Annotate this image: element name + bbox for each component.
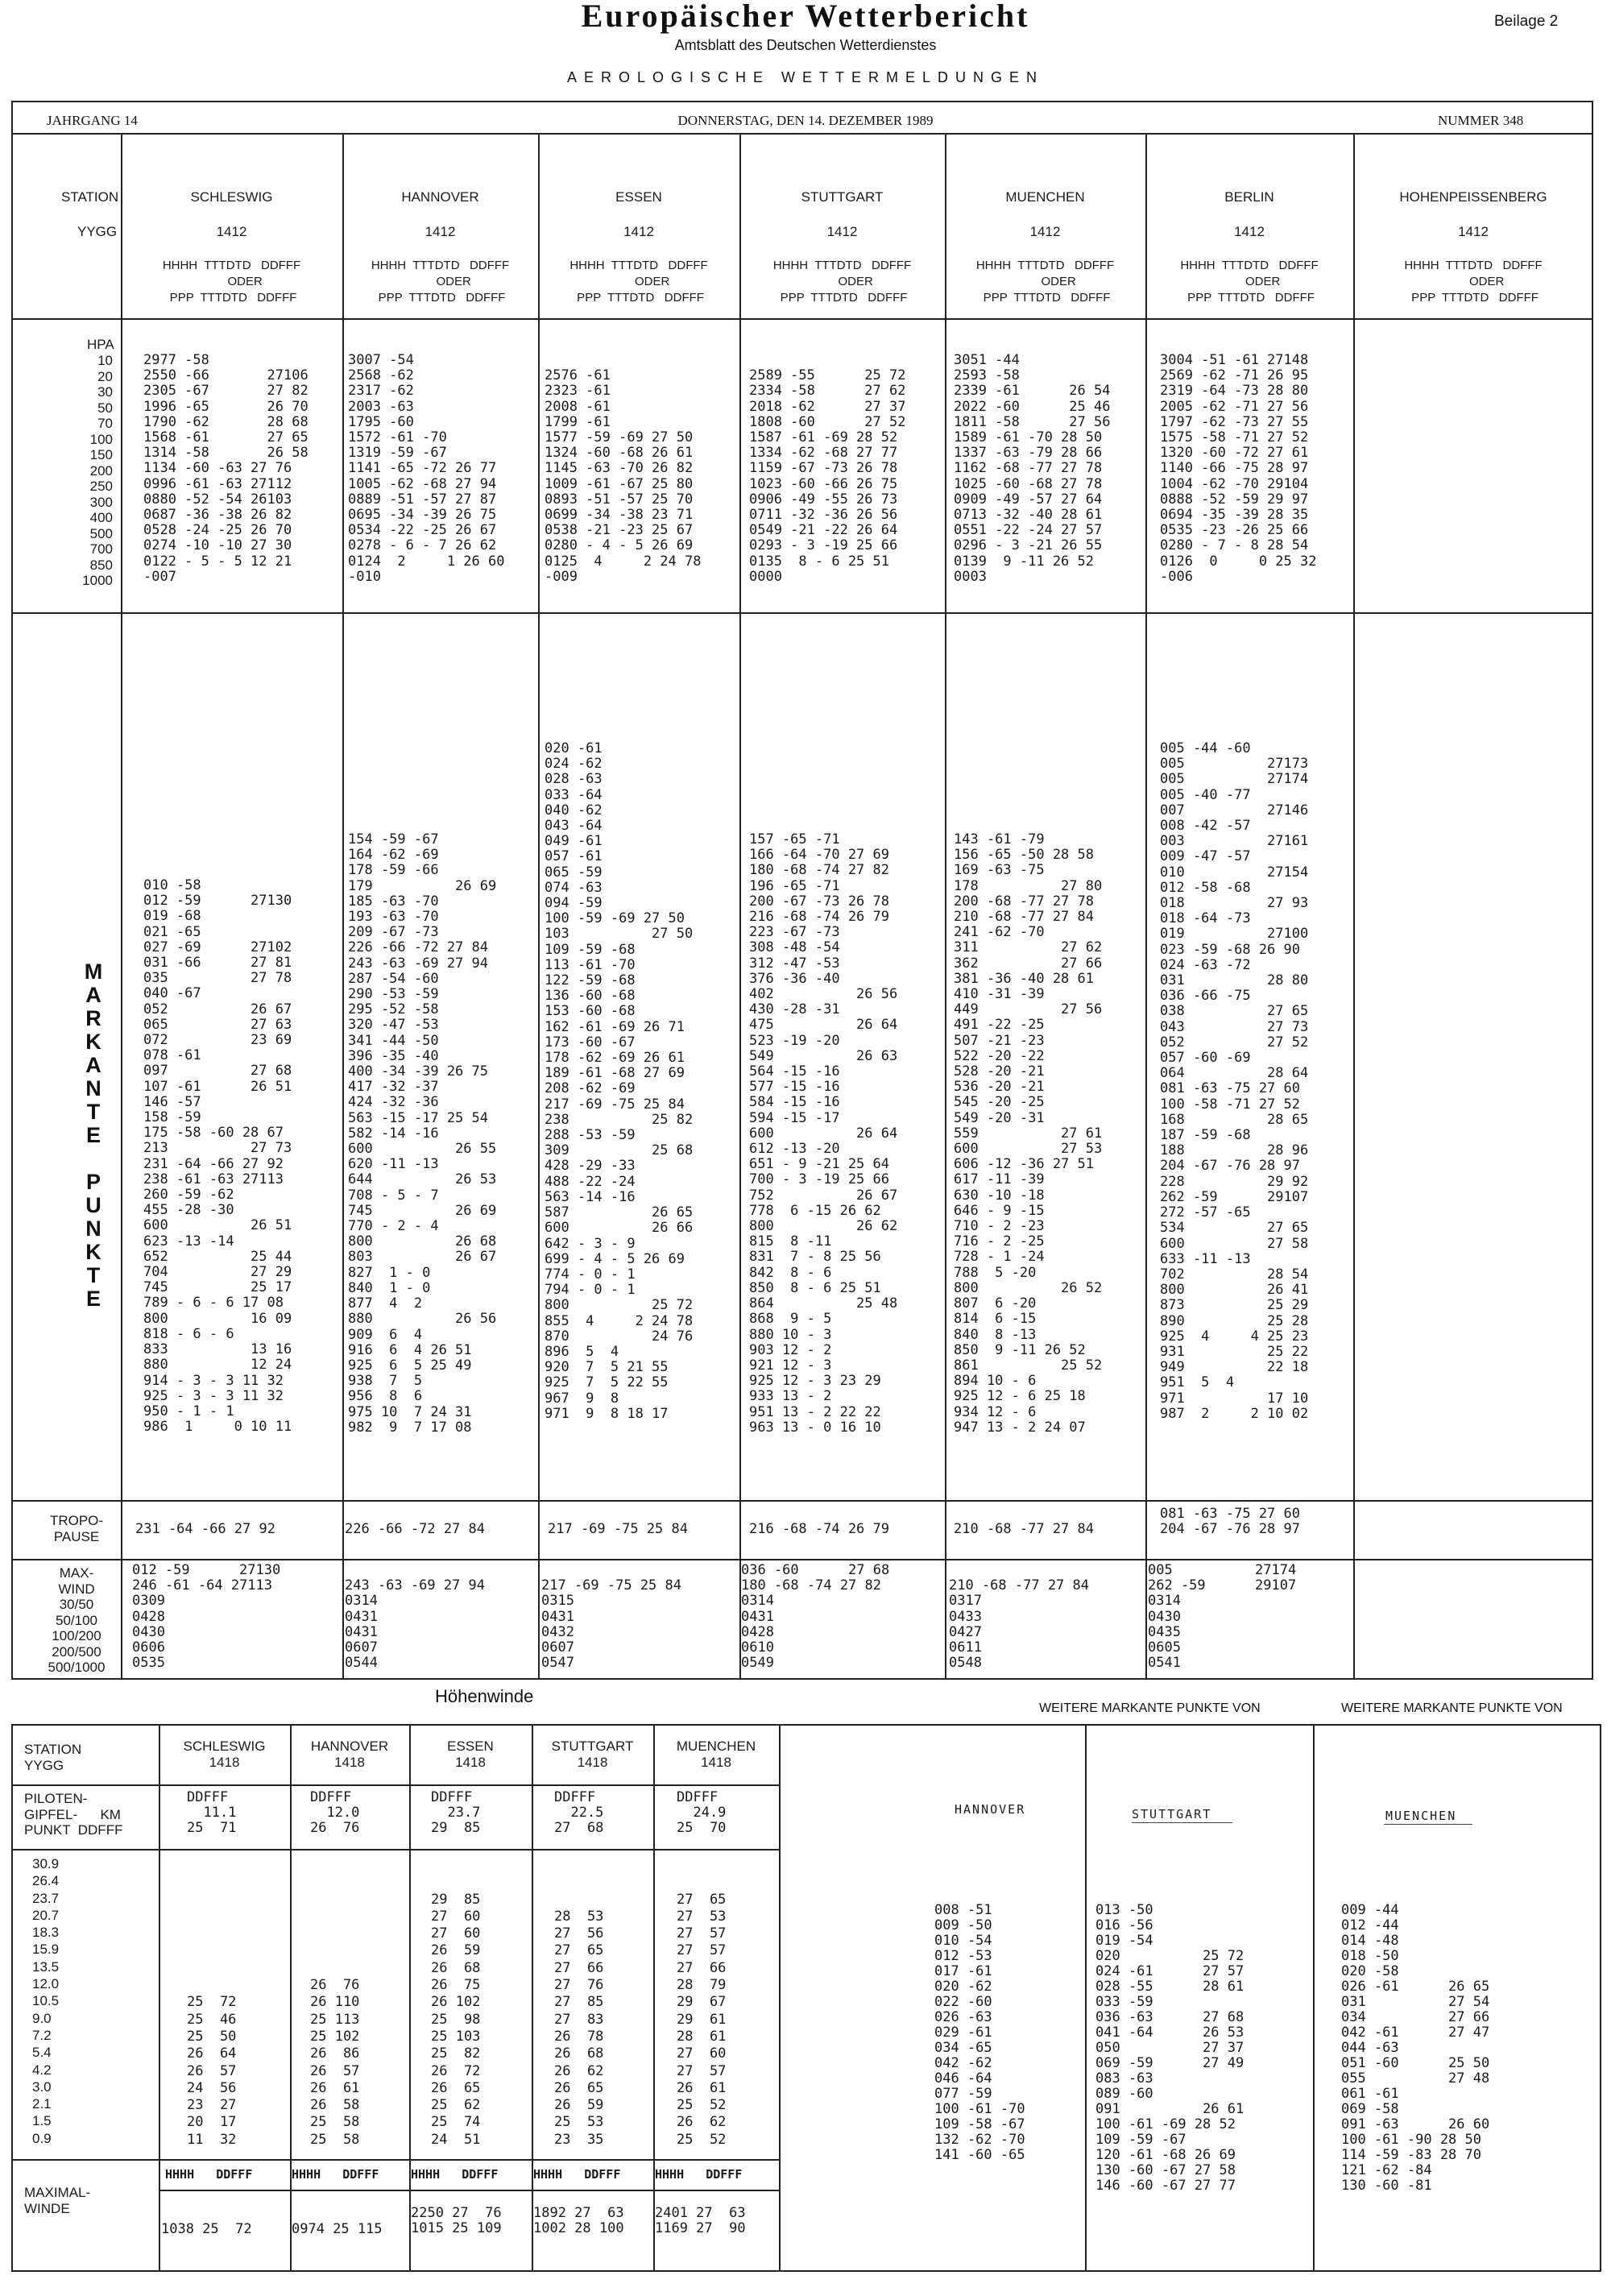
markante-berlin: 005 -44 -60 005 27173 005 27174 005 -40 -77 007 27146 008 -42 -57 003 27161 009 -47 -57 010 27154 012 -58 -68 018 27 93 018 -64 -73 019 27100 023 -59 -68 26 90 024 -63 -72 031 28 80 036 -66 -75 038 27 65 043 27 73 052 27 52 057 -60 -69 064 28 64 081 -63 -75 27 60 100 -58 -71 27 52 168 28 65 187 -59 -68 188 28 96 204 -67 -76 28 97 228 29 92 262 -59 29107 272 -57 -65 534 27 65 600 27 58 633 -11 -13 702 28 54 800 26 41 873 25 29 890 25 28 925 4 4 25 23 931 25 22 949 22 18 951 5 4 971 17 10 987 2 2 10 02: [1160, 740, 1309, 1422]
hhhh-header-stuttgart: HHHH DDFFF: [533, 2167, 621, 2182]
date-label: DONNERSTAG, DEN 14. DEZEMBER 1989: [677, 113, 934, 128]
hhhh-header-muenchen: HHHH DDFFF: [655, 2167, 743, 2182]
beilage-label: Beilage 2: [1494, 13, 1559, 30]
column-header-schleswig: HHHH TTTDTD DDFFF ODER PPP TTTDTD DDFFF: [162, 259, 301, 305]
maxwind-berlin: 005 27174 262 -59 29107 0314 0430 0435 0605 0541: [1148, 1562, 1297, 1672]
maxwind-label: MAX- WIND 30/50 50/100 100/200 200/500 500/1000: [48, 1565, 106, 1675]
maxwind-muenchen: 210 -68 -77 27 84 0317 0433 0427 0611 0548: [949, 1577, 1089, 1672]
column-header-stuttgart: HHHH TTTDTD DDFFF ODER PPP TTTDTD DDFFF: [772, 259, 912, 305]
station-name-berlin: BERLIN: [1224, 189, 1274, 205]
yygg-hohenpeissenberg: 1412: [1458, 224, 1489, 239]
maxwind-schleswig: 012 -59 27130 246 -61 -64 27113 0309 0428 0430 0606 0535: [132, 1562, 281, 1672]
hhhh-header-schleswig: HHHH DDFFF: [165, 2167, 253, 2182]
tropo-berlin: 081 -63 -75 27 60 204 -67 -76 28 97: [1160, 1506, 1300, 1538]
winds-hannover: 26 76 26 110 25 113 25 102 26 86 26 57 26 61 26 58 25 58 25 58: [310, 1977, 360, 2148]
column-header-essen: HHHH TTTDTD DDFFF ODER PPP TTTDTD DDFFF: [569, 259, 708, 305]
station-name-schleswig: SCHLESWIG: [190, 189, 273, 205]
maxwind-hoehen-schleswig: 1038 25 72: [161, 2221, 252, 2237]
hhhh-header-essen: HHHH DDFFF: [411, 2167, 499, 2182]
hoehen-station-hannover: HANNOVER: [310, 1739, 389, 1754]
page-subtitle: Amtsblatt des Deutschen Wetterdienstes: [674, 37, 937, 53]
weitere-markante-heading-1: WEITERE MARKANTE PUNKTE VON: [1039, 1701, 1261, 1715]
gipfel-hannover: DDFFF 12.0 26 76: [310, 1789, 360, 1836]
column-header-hannover: HHHH TTTDTD DDFFF ODER PPP TTTDTD DDFFF: [371, 259, 510, 305]
yygg-muenchen: 1412: [1029, 224, 1061, 239]
yygg-stuttgart: 1412: [826, 224, 858, 239]
markante-hannover: 154 -59 -67 164 -62 -69 178 -59 -66 179 26 69 185 -63 -70 193 -63 -70 209 -67 -73 226 -66 -72 27 84 243 -63 -69 27 94 287 -54 -60 290 -53 -59 295 -52 -58 320 -47 -53 341 -44 -50 396 -35 -40 400 -34 -39 26 75 417 -32 -37 424 -32 -36 563 -15 -17 25 54 582 -14 -16 600 26 55 620 -11 -13 644 26 53 708 - 5 - 7 745 26 69 770 - 2 - 4 800 26 68 803 26 67 827 1 - 0 840 1 - 0 877 4 2 880 26 56 909 6 4 916 6 4 26 51 925 6 5 25 49 938 7 5 956 8 6 975 10 7 24 31 982 9 7 17 08: [348, 831, 497, 1436]
yygg-essen: 1412: [623, 224, 654, 239]
weitere-values-stuttgart: 013 -50 016 -56 019 -54 020 25 72 024 -61 27 57 028 -55 28 61 033 -59 036 -63 27 68 041 -64 26 53 050 27 37 069 -59 27 49 083 -63 089 -60 091 26 61 100 -61 -69 28 52 109 -59 -67 120 -61 -68 26 69 130 -60 -67 27 58 146 -60 -67 27 77: [1095, 1902, 1244, 2194]
tropo-essen: 217 -69 -75 25 84: [548, 1521, 688, 1537]
markante-schleswig: 010 -58 012 -59 27130 019 -68 021 -65 027 -69 27102 031 -66 27 81 035 27 78 040 -67 052 26 67 065 27 63 072 23 69 078 -61 097 27 68 107 -61 26 51 146 -57 158 -59 175 -58 -60 28 67 213 27 73 231 -64 -66 27 92 238 -61 -63 27113 260 -59 -62 455 -28 -30 600 26 51 623 -13 -14 652 25 44 704 27 29 745 25 17 789 - 6 - 6 17 08 800 16 09 818 - 6 - 6 833 13 16 880 12 24 914 - 3 - 3 11 32 925 - 3 - 3 11 32 950 - 1 - 1 986 1 0 10 11: [143, 877, 292, 1436]
yygg-schleswig: 1412: [216, 224, 247, 239]
page-title: Europäischer Wetterbericht: [581, 0, 1030, 34]
yygg-hannover: 1412: [424, 224, 456, 239]
piloten-label: PILOTEN- GIPFEL- KM PUNKT DDFFF: [24, 1791, 123, 1838]
tropopause-label: TROPO- PAUSE: [49, 1513, 104, 1544]
column-header-muenchen: HHHH TTTDTD DDFFF ODER PPP TTTDTD DDFFF: [975, 259, 1115, 305]
markante-essen: 020 -61 024 -62 028 -63 033 -64 040 -62 043 -64 049 -61 057 -61 065 -59 074 -63 094 -59 100 -59 -69 27 50 103 27 50 109 -59 -68 113 -61 -70 122 -59 -68 136 -60 -68 153 -60 -68 162 -61 -69 26 71 173 -60 -67 178 -62 -69 26 61 189 -61 -68 27 69 208 -62 -69 217 -69 -75 25 84 238 25 82 288 -53 -59 309 25 68 428 -29 -33 488 -22 -24 563 -14 -16 587 26 65 600 26 66 642 - 3 - 9 699 - 4 - 5 26 69 774 - 0 - 1 794 - 0 - 1 800 25 72 855 4 2 24 78 870 24 76 896 5 4 920 7 5 21 55 925 7 5 22 55 967 9 8 971 9 8 18 17: [545, 740, 694, 1422]
hoehen-yygg-hannover: 1418: [334, 1755, 365, 1770]
tropo-stuttgart: 216 -68 -74 26 79: [749, 1521, 889, 1537]
winds-muenchen: 27 65 27 53 27 57 27 57 27 66 28 79 29 67 29 61 28 61 27 60 27 57 26 61 25 52 26 62 25 52: [677, 1891, 727, 2148]
hoehen-yygg-stuttgart: 1418: [577, 1755, 608, 1770]
maxwind-hoehen-essen: 2250 27 76 1015 25 109: [411, 2205, 502, 2236]
station-name-hannover: HANNOVER: [401, 189, 479, 205]
station-name-stuttgart: STUTTGART: [801, 189, 884, 205]
gipfel-muenchen: DDFFF 24.9 25 70: [677, 1789, 727, 1836]
winds-essen: 29 85 27 60 27 60 26 59 26 68 26 75 26 102 25 98 25 103 25 82 26 72 26 65 25 62 25 74 24 51: [431, 1891, 481, 2148]
markante-stuttgart: 157 -65 -71 166 -64 -70 27 69 180 -68 -74 27 82 196 -65 -71 200 -67 -73 26 78 216 -68 -74 26 79 223 -67 -73 308 -48 -54 312 -47 -53 376 -36 -40 402 26 56 430 -28 -31 475 26 64 523 -19 -20 549 26 63 564 -15 -16 577 -15 -16 584 -15 -16 594 -15 -17 600 26 64 612 -13 -20 651 - 9 -21 25 64 700 - 3 -19 25 66 752 26 67 778 6 -15 26 62 800 26 62 815 8 -11 831 7 - 8 25 56 842 8 - 6 850 8 - 6 25 51 864 25 48 868 9 - 5 880 10 - 3 903 12 - 2 921 12 - 3 925 12 - 3 23 29 933 13 - 2 951 13 - 2 22 22 963 13 - 0 16 10: [749, 831, 898, 1436]
levels-hannover: 3007 -54 2568 -62 2317 -62 2003 -63 1795 -60 1572 -61 -70 1319 -59 -67 1141 -65 -72 26 77 1005 -62 -68 27 94 0889 -51 -57 27 87 0695 -34 -39 26 75 0534 -22 -25 26 67 0278 - 6 - 7 26 62 0124 2 1 26 60 -010: [348, 352, 505, 585]
maxwind-stuttgart: 036 -60 27 68 180 -68 -74 27 82 0314 0431 0428 0610 0549: [741, 1562, 890, 1672]
km-levels: 30.9 26.4 23.7 20.7 18.3 15.9 13.5 12.0 10.5 9.0 7.2 5.4 4.2 3.0 2.1 1.5 0.9: [32, 1856, 60, 2146]
gipfel-stuttgart: DDFFF 22.5 27 68: [554, 1789, 604, 1836]
gipfel-essen: DDFFF 23.7 29 85: [431, 1789, 481, 1836]
station-name-muenchen: MUENCHEN: [1005, 189, 1085, 205]
maxwind-hannover: 243 -63 -69 27 94 0314 0431 0431 0607 0544: [345, 1577, 485, 1672]
hoehen-station-stuttgart: STUTTGART: [551, 1739, 634, 1754]
tropo-schleswig: 231 -64 -66 27 92: [135, 1521, 275, 1537]
maxwind-hoehen-hannover: 0974 25 115: [292, 2221, 383, 2237]
levels-berlin: 3004 -51 -61 27148 2569 -62 -71 26 95 2319 -64 -73 28 80 2005 -62 -71 27 56 1797 -62 -73 27 55 1575 -58 -71 27 52 1320 -60 -72 27 61 1140 -66 -75 28 97 1004 -62 -70 29104 0888 -52 -59 29 97 0694 -35 -39 28 35 0535 -23 -26 25 66 0280 - 7 - 8 28 54 0126 0 0 25 32 -006: [1160, 352, 1317, 585]
maxwind-essen: 217 -69 -75 25 84 0315 0431 0432 0607 0547: [541, 1577, 681, 1672]
hoehen-station-muenchen: MUENCHEN: [676, 1739, 756, 1754]
station-name-essen: ESSEN: [615, 189, 662, 205]
winds-stuttgart: 28 53 27 56 27 65 27 66 27 76 27 85 27 83 26 78 26 68 26 62 26 65 26 59 25 53 23 35: [554, 1908, 604, 2148]
hoehen-yygg-schleswig: 1418: [209, 1755, 240, 1770]
tropo-hannover: 226 -66 -72 27 84: [345, 1521, 485, 1537]
tropo-muenchen: 210 -68 -77 27 84: [954, 1521, 1094, 1537]
jahrgang-label: JAHRGANG 14: [47, 113, 138, 128]
levels-schleswig: 2977 -58 2550 -66 27106 2305 -67 27 82 1996 -65 26 70 1790 -62 28 68 1568 -61 27 65 1314 -58 26 58 1134 -60 -63 27 76 0996 -61 -63 27112 0880 -52 -54 26103 0687 -36 -38 26 82 0528 -24 -25 26 70 0274 -10 -10 27 30 0122 - 5 - 5 12 21 -007: [143, 352, 309, 585]
nummer-label: NUMMER 348: [1438, 113, 1524, 128]
weitere-station-muenchen: MUENCHEN: [1385, 1809, 1457, 1823]
hhhh-header-hannover: HHHH DDFFF: [292, 2167, 379, 2182]
hoehen-yygg-muenchen: 1418: [701, 1755, 731, 1770]
markante-punkte-label: M A R K A N T E P U N K T E: [84, 959, 103, 1311]
column-header-berlin: HHHH TTTDTD DDFFF ODER PPP TTTDTD DDFFF: [1180, 259, 1319, 305]
levels-essen: 2576 -61 2323 -61 2008 -61 1799 -61 1577 -59 -69 27 50 1324 -60 -68 26 61 1145 -63 -70 26 82 1009 -61 -67 25 80 0893 -51 -57 25 70 0699 -34 -38 23 71 0538 -21 -23 25 67 0280 - 4 - 5 26 69 0125 4 2 24 78 -009: [545, 367, 702, 585]
hoehen-station-label: STATION YYGG: [24, 1742, 82, 1773]
hoehenwinde-title: Höhenwinde: [435, 1686, 534, 1706]
yygg-row-label: YYGG: [77, 224, 118, 239]
maximal-winde-label: MAXIMAL- WINDE: [24, 2185, 91, 2216]
weitere-values-hannover: 008 -51 009 -50 010 -54 012 -53 017 -61 020 -62 022 -60 026 -63 029 -61 034 -65 042 -62 046 -64 077 -59 100 -61 -70 109 -58 -67 132 -62 -70 141 -60 -65: [934, 1902, 1025, 2163]
weitere-values-muenchen: 009 -44 012 -44 014 -48 018 -50 020 -58 026 -61 26 65 031 27 54 034 27 66 042 -61 27 47 044 -63 051 -60 25 50 055 27 48 061 -61 069 -58 091 -63 26 60 100 -61 -90 28 50 114 -59 -83 28 70 121 -62 -84 130 -60 -81: [1341, 1902, 1490, 2194]
hoehen-station-schleswig: SCHLESWIG: [183, 1739, 266, 1754]
yygg-berlin: 1412: [1234, 224, 1265, 239]
column-header-hohenpeissenberg: HHHH TTTDTD DDFFF ODER PPP TTTDTD DDFFF: [1404, 259, 1543, 305]
station-name-hohenpeissenberg: HOHENPEISSENBERG: [1399, 189, 1547, 205]
station-row-label: STATION: [61, 189, 119, 205]
pressure-levels: 10 20 30 50 70 100 150 200 250 300 400 500 700 850 1000: [82, 353, 113, 588]
markante-muenchen: 143 -61 -79 156 -65 -50 28 58 169 -63 -75 178 27 80 200 -68 -77 27 78 210 -68 -77 27 84 241 -62 -70 311 27 62 362 27 66 381 -36 -40 28 61 410 -31 -39 449 27 56 491 -22 -25 507 -21 -23 522 -20 -22 528 -20 -21 536 -20 -21 545 -20 -25 549 -20 -31 559 27 61 600 27 53 606 -12 -36 27 51 617 -11 -39 630 -10 -18 646 - 9 -15 710 - 2 -23 716 - 2 -25 728 - 1 -24 788 5 -20 800 26 52 807 6 -20 814 6 -15 840 8 -13 850 9 -11 26 52 861 25 52 894 10 - 6 925 12 - 6 25 18 934 12 - 6 947 13 - 2 24 07: [954, 831, 1103, 1436]
weitere-station-hannover: HANNOVER: [955, 1802, 1026, 1817]
hpa-label: HPA: [87, 337, 114, 352]
gipfel-schleswig: DDFFF 11.1 25 71: [187, 1789, 237, 1836]
maxwind-hoehen-stuttgart: 1892 27 63 1002 28 100: [533, 2205, 624, 2236]
weitere-station-stuttgart: STUTTGART: [1132, 1807, 1212, 1821]
maxwind-hoehen-muenchen: 2401 27 63 1169 27 90: [655, 2205, 746, 2236]
winds-schleswig: 25 72 25 46 25 50 26 64 26 57 24 56 23 27 20 17 11 32: [187, 1994, 237, 2148]
section-title: AEROLOGISCHE WETTERMELDUNGEN: [566, 69, 1045, 85]
levels-muenchen: 3051 -44 2593 -58 2339 -61 26 54 2022 -60 25 46 1811 -58 27 56 1589 -61 -70 28 50 1337 -63 -79 28 66 1162 -68 -77 27 78 1025 -60 -68 27 78 0909 -49 -57 27 64 0713 -32 -40 28 61 0551 -22 -24 27 57 0296 - 3 -21 26 55 0139 9 -11 26 52 0003: [954, 352, 1111, 585]
hoehen-station-essen: ESSEN: [447, 1739, 494, 1754]
hoehen-yygg-essen: 1418: [455, 1755, 486, 1770]
weitere-markante-heading-2: WEITERE MARKANTE PUNKTE VON: [1341, 1701, 1563, 1715]
levels-stuttgart: 2589 -55 25 72 2334 -58 27 62 2018 -62 27 37 1808 -60 27 52 1587 -61 -69 28 52 1334 -62 -68 27 77 1159 -67 -73 26 78 1023 -60 -66 26 75 0906 -49 -55 26 73 0711 -32 -36 26 56 0549 -21 -22 26 64 0293 - 3 -19 25 66 0135 8 - 6 25 51 0000: [749, 367, 906, 585]
